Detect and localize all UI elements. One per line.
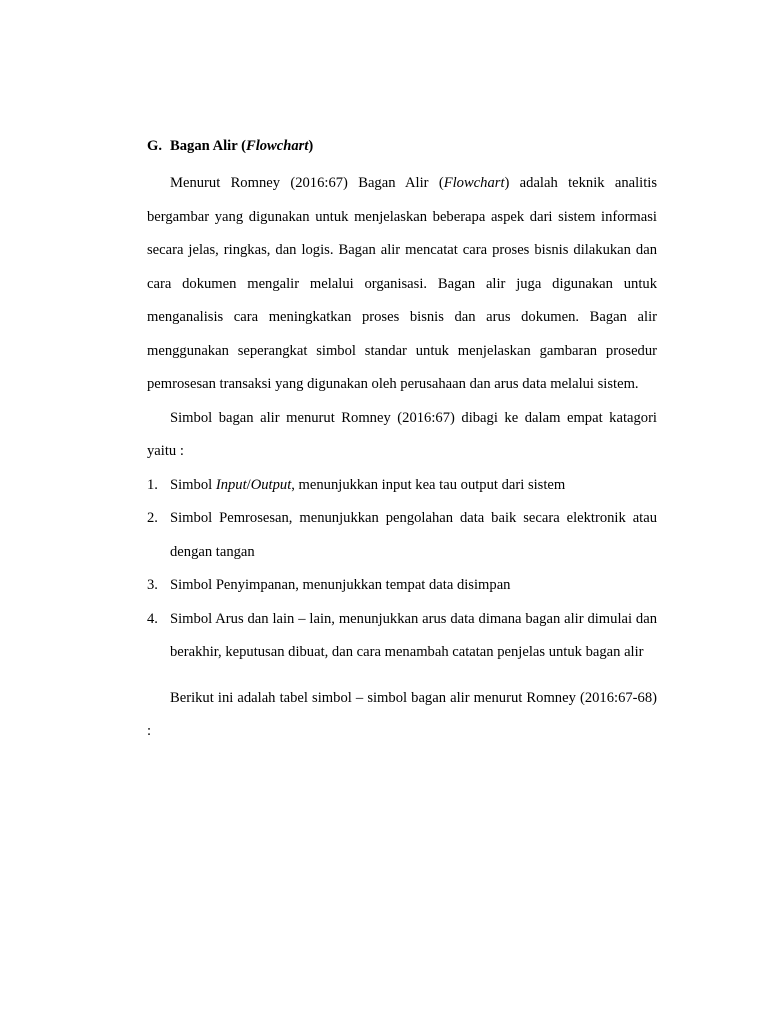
italic-term: Flowchart <box>443 175 505 191</box>
table-intro-paragraph: Berikut ini adalah tabel simbol – simbol bagan alir menurut Romney (2016:67-68) : <box>147 689 657 739</box>
definition-paragraph: Menurut Romney (2016:67) Bagan Alir (Flowchart) adalah teknik analitis bergambar yang digunakan untuk menjelaskan beberapa aspek dari sistem informasi secara jelas, ringkas, dan logis. Bagan alir mencatat cara proses bisnis dilakukan dan cara dokumen mengalir melalui organisasi. Bagan alir juga digunakan untuk menganalisis cara meningkatkan proses bisnis dan arus dokumen. Bagan alir menggunakan seperangkat simbol standar untuk menjelaskan gambaran prosedur pemrosesan transaksi yang digunakan oleh perusahaan dan arus data melalui sistem. <box>147 175 658 392</box>
list-item <box>147 569 657 603</box>
symbol-categories-intro: Simbol bagan alir menurut Romney (2016:67) dibagi ke dalam empat katagori yaitu : <box>147 409 657 459</box>
list-item-number: 4. <box>147 610 158 627</box>
list-item-text: Simbol Input/Output, menunjukkan input kea tau output dari sistem <box>170 476 566 493</box>
list-item-text: Simbol Penyimpanan, menunjukkan tempat data disimpan <box>170 577 511 593</box>
section-number: G. <box>147 138 162 154</box>
italic-term: Output <box>250 476 292 493</box>
italic-term: Flowchart <box>245 138 309 154</box>
list-item <box>147 603 657 670</box>
list-item-number: 1. <box>147 476 158 493</box>
list-item-number: 2. <box>147 510 158 526</box>
list-item <box>147 502 657 569</box>
list-item-number: 3. <box>147 577 158 593</box>
italic-term: Input <box>215 476 247 493</box>
section-title: Bagan Alir (Flowchart) <box>170 138 314 154</box>
symbol-category-list <box>147 469 657 670</box>
document-page <box>147 133 657 749</box>
list-item <box>147 469 657 503</box>
section-heading <box>147 133 657 159</box>
list-item-text: Simbol Arus dan lain – lain, menunjukkan arus data dimana bagan alir dimulai dan berakhir, keputusan dibuat, dan cara menambah catatan penjelas untuk bagan alir <box>170 610 657 660</box>
list-item-text: Simbol Pemrosesan, menunjukkan pengolahan data baik secara elektronik atau dengan tangan <box>170 510 657 560</box>
